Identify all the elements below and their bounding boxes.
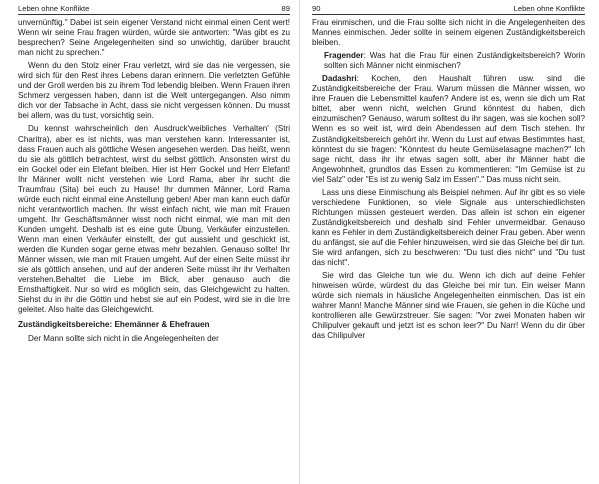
left-page xyxy=(0,0,296,484)
page-number: 89 xyxy=(281,4,290,13)
questioner-paragraph xyxy=(312,51,585,71)
right-page xyxy=(304,0,599,484)
paragraph: Der Mann sollte sich nicht in die Angelegenheiten der xyxy=(28,334,219,344)
paragraph: Sie wird das Gleiche tun wie du. Wenn ich dich auf deine Fehler hinweisen würde, würdest du das Gleiche bei mir tun. Ein weiser Mann würde sich niemals in häusliche Angelegenheiten einmischen. Das ist ein wahrer Mann! Manche Männer sind wie Frauen, sie gehen in die Küche und kontrollieren alle Gewürzstreuer. Sie sagen: "Vor zwei Monaten haben wir Chilipulver gekauft und jetzt ist es schon leer?" Du Narr! Wenn du dir über das Chilipulver xyxy=(312,271,585,341)
page-number: 90 xyxy=(312,4,321,13)
left-page-header xyxy=(18,4,290,15)
right-page-body xyxy=(312,18,585,341)
speaker-text: : Kochen, den Haushalt führen usw. sind die Zuständigkeitsbereiche der Frau. Warum müssen die Männer wissen, wo ihre Frauen die Lebensmittel kaufen? Andere ist es, wenn sie dich um Rat bittet, aber wenn nicht, welchen Grund könntest du haben, dich einzumischen? Genauso, warum solltest du ihr sagen, was sie kochen soll? Wenn es so weit ist, wird dein Abendessen auf dem Tisch stehen. Ihr Zuständigkeitsbereich gehört ihr. Wenn du Lust auf etwas Bestimmtes hast, könntest du sie fragen: "Könntest du heute Gemüselasagne machen?" Ich sage nicht, dass ihr ihr etwas sagen sollt, aber ihr Männer habt die Angewohnheit, grundlos das Essen zu kommentieren: "Im Gemüse ist zu viel Salz" oder "Es ist zu wenig Salz im Essen"." Das muss nicht sein. xyxy=(312,74,585,184)
paragraph: Wenn du den Stolz einer Frau verletzt, wird sie das nie vergessen, sie wird sich für den Rest ihres Lebens daran erinnern. Die verletzten Gefühle und der Groll werden bis zu ihrem Tod lebendig bleiben. Wenn Frauen ihren Schmerz vergessen haben, dann ist die Welt untergegangen. Also nimm dich vor der Tabsache in Acht, dass sie nicht vergessen können. Du musst bei allem, was du tust, vorsichtig sein. xyxy=(18,61,290,121)
dadashri-paragraph xyxy=(312,74,585,185)
right-page-header xyxy=(312,4,585,15)
running-title: Leben ohne Konflikte xyxy=(513,4,585,13)
running-title: Leben ohne Konflikte xyxy=(18,4,90,13)
section-heading: Zuständigkeitsbereiche: Ehemänner & Ehefrauen xyxy=(18,320,210,330)
speaker-label: Dadashri xyxy=(322,74,357,84)
paragraph: Lass uns diese Einmischung als Beispiel nehmen. Auf ihr gibt es so viele verschiedene Funktionen, so viele Signale aus unterschiedlichsten Richtungen müssen gesteuert werden. Das allein ist schon ein eigener Zuständigkeitsbereich und deshalb sind Fehler unvermeidbar. Genauso kann es Fehler in dem Zuständigkeitsbereich deiner Frau geben. Aber wenn du anfängst, sie auf die Fehler hinzuweisen, wird sie das Gleiche bei dir tun. Sie wird anfangen, sich zu beschweren: "Du tust dies nicht" und "Du tust das nicht". xyxy=(312,187,585,268)
book-spine xyxy=(299,0,300,484)
left-page-body xyxy=(18,18,290,344)
speaker-label: Fragender xyxy=(324,51,364,61)
paragraph: Frau einmischen, und die Frau sollte sich nicht in die Angelegenheiten des Mannes einmischen. Jeder sollte in seinem eigenen Zuständigkeitsbereich bleiben. xyxy=(312,18,585,48)
speaker-text: : Was hat die Frau für einen Zuständigkeitsbereich? Worin sollten sich Männer nicht einmischen? xyxy=(324,51,585,71)
paragraph: Du kennst wahrscheinlich den Ausdruck'weibliches Verhalten' (Stri Charitra), aber es ist nichts, was man verstehen kann. Interessanter ist, dass Frauen auch als göttliche Wesen angesehen werden. Das heißt, wenn du sie als göttlich betrachtest, wirst du selbst göttlich. Ansonsten wirst du ein Gockel oder ein Elefant bleiben. Hier ist Herr Gockel und Herr Elefant! Ihr Männer wollt nicht verstehen wie Lord Rama, aber ihr sucht die Traumfrau (Sita) bei euch zu Hause! Ihr dummen Männer, Lord Rama würde euch nicht einmal eine Anstellung geben! Aber man kann euch dafür nicht verantwortlich machen. Ihr wisst einfach nicht, wie man mit Frauen umgeht. Ihr Geschäftsmänner wisst noch nicht einmal, wie man mit den Kunden umgeht. Deshalb ist es eine gute Übung, Verkäufer einzustellen. Wenn man einen Verkäufer einstellt, der gut aussieht und geschickt ist, werden die Kunden sogar gerne etwas mehr bezahlen. Genauso sollte! Ihr Männer wissen, wie man mit Frauen umgeht. Auf der einen Seite müsst ihr sie als göttlich ansehen, und auf der anderen Seite müsst ihr ihr Verhalten verstehen.Behaltet die Liebe im Blick, aber genauso auch die Ernsthaftigkeit. Nur so wird es möglich sein, das Gleichgewicht zu halten. Siehst du in ihr die Göttin und hebst sie auf ein Podest, wird sie in die Irre geleitet. Also halte das Gleichgewicht. xyxy=(18,124,290,315)
paragraph: unvernünftig." Dabei ist sein eigener Verstand nicht einmal einen Cent wert! Wenn wir seine Frau fragen würden, würde sie antworten: "Was gibt es zu besprechen? Seine Angelegenheiten sind so unwichtig, darüber braucht man nicht zu sprechen." xyxy=(18,18,290,58)
